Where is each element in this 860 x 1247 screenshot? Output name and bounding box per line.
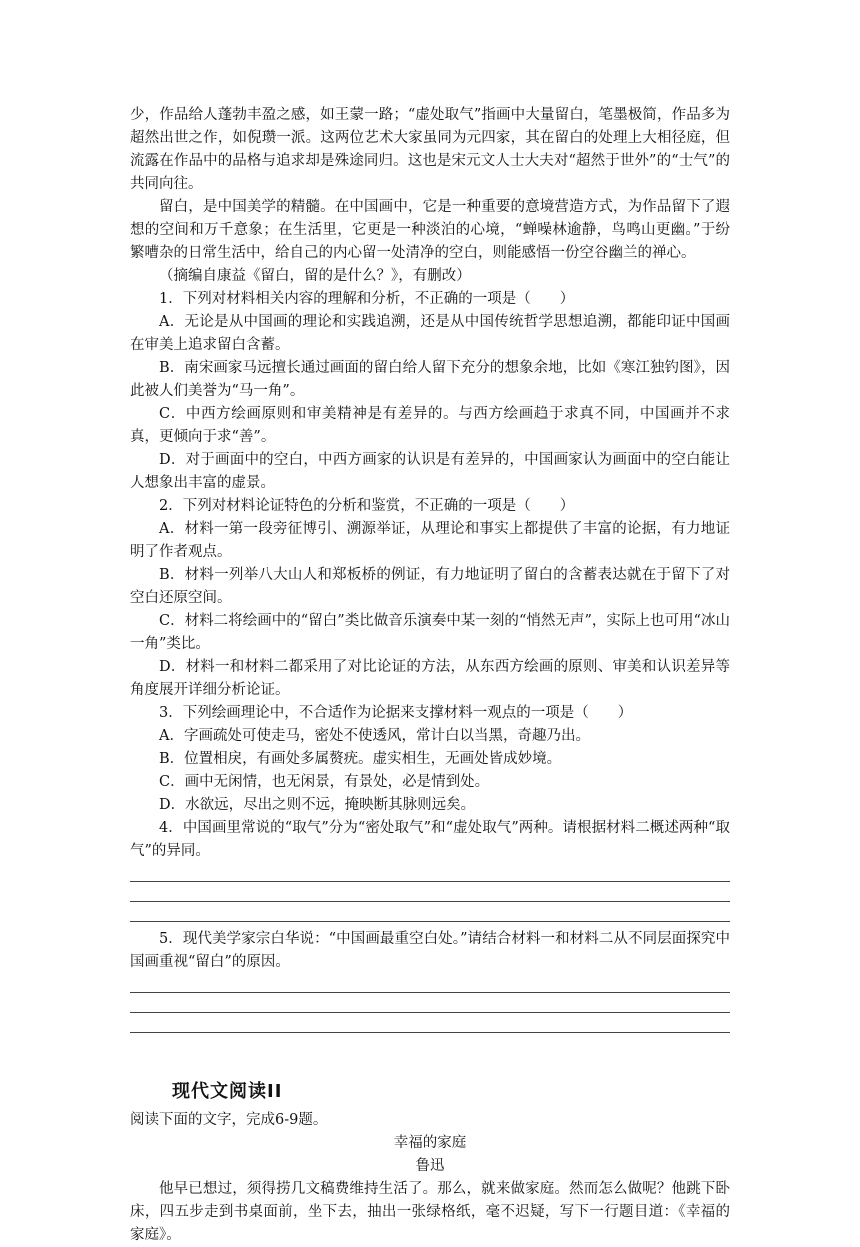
question-1-stem: 1．下列对材料相关内容的理解和分析，不正确的一项是（ ）: [159, 291, 575, 307]
material-paragraph-1: 少，作品给人蓬勃丰盈之感，如王蒙一路；“虚处取气”指画中大量留白，笔墨极简，作品多为超然出世之作，如倪瓒一派。这两位艺术大家虽同为元四家，其在留白的处理上大相径庭，但流露在作品中的品格与追求却是殊途同归。这也是宋元文人士大夫对“超然于世外”的“士气”的共同向往。: [130, 107, 730, 192]
answer-line: [130, 993, 730, 1013]
question-2-option-d: D．材料一和材料二都采用了对比论证的方法，从东西方绘画的原则、审美和认识差异等角度展开详细分析论证。: [130, 659, 730, 698]
story-author: 鲁迅: [415, 1158, 445, 1174]
answer-line: [130, 902, 730, 922]
question-3-option-b: B．位置相戾，有画处多属赘疣。虚实相生，无画处皆成妙境。: [159, 751, 562, 767]
story-paragraph-1: 他早已想过，须得捞几文稿费维持生活了。那么，就来做家庭。然而怎么做呢？他跳下卧床，四五步走到书桌面前，坐下去，抽出一张绿格纸，毫不迟疑，写下一行题目道：《幸福的家庭》。: [130, 1181, 730, 1243]
question-3-option-c: C．画中无闲情，也无闲景，有景处，必是情到处。: [159, 774, 490, 790]
question-1-option-c: C．中西方绘画原则和审美精神是有差异的。与西方绘画趋于求真不同，中国画并不求真，更倾向于求“善”。: [130, 406, 730, 445]
question-2-option-b: B．材料一列举八大山人和郑板桥的例证，有力地证明了留白的含蓄表达就在于留下了对空白还原空间。: [130, 567, 730, 606]
question-2-option-a: A．材料一第一段旁征博引、溯源举证，从理论和事实上都提供了丰富的论据，有力地证明了作者观点。: [130, 521, 730, 560]
document-page: [130, 104, 730, 1247]
story-title: 幸福的家庭: [393, 1135, 467, 1151]
question-3-option-a: A．字画疏处可使走马，密处不使透风，常计白以当黑，奇趣乃出。: [159, 728, 590, 744]
section-instruction: 阅读下面的文字，完成6-9题。: [130, 1112, 328, 1128]
question-5-answer-area[interactable]: [130, 978, 730, 1033]
question-1-option-d: D．对于画面中的空白，中西方画家的认识是有差异的，中国画家认为画面中的空白能让人想象出丰富的虚景。: [130, 452, 730, 491]
answer-line: [130, 1013, 730, 1033]
material-source: （摘编自康益《留白，留的是什么？》，有删改）: [159, 268, 471, 284]
question-1-option-a: A．无论是从中国画的理论和实践追溯，还是从中国传统哲学思想追溯，都能印证中国画在审美上追求留白含蓄。: [130, 314, 730, 353]
material-paragraph-2: 留白，是中国美学的精髓。在中国画中，它是一种重要的意境营造方式，为作品留下了遐想的空间和万千意象；在生活里，它更是一种淡泊的心境，“蝉噪林逾静，鸟鸣山更幽。”于纷繁嘈杂的日常生活中，给自己的内心留一处清净的空白，则能感悟一份空谷幽兰的禅心。: [130, 199, 730, 261]
question-5-stem: 5．现代美学家宗白华说：“中国画最重空白处。”请结合材料一和材料二从不同层面探究中国画重视“留白”的原因。: [130, 931, 730, 970]
question-4-answer-area[interactable]: [130, 867, 730, 922]
question-3-option-d: D．水欲远，尽出之则不远，掩映断其脉则远矣。: [159, 797, 476, 813]
question-1-option-b: B．南宋画家马远擅长通过画面的留白给人留下充分的想象余地，比如《寒江独钓图》，因此被人们美誉为“马一角”。: [130, 360, 730, 399]
question-3-stem: 3．下列绘画理论中，不合适作为论据来支撑材料一观点的一项是（ ）: [159, 705, 633, 721]
section-heading: 现代文阅读II: [172, 1081, 283, 1102]
answer-line: [130, 867, 730, 882]
question-2-stem: 2．下列对材料论证特色的分析和鉴赏，不正确的一项是（ ）: [159, 498, 575, 514]
answer-line: [130, 882, 730, 902]
question-4-stem: 4．中国画里常说的“取气”分为“密处取气”和“虚处取气”两种。请根据材料二概述两种“取气”的异同。: [130, 820, 730, 859]
answer-line: [130, 978, 730, 993]
question-2-option-c: C．材料二将绘画中的“留白”类比做音乐演奏中某一刻的“悄然无声”，实际上也可用“冰山一角”类比。: [130, 613, 730, 652]
